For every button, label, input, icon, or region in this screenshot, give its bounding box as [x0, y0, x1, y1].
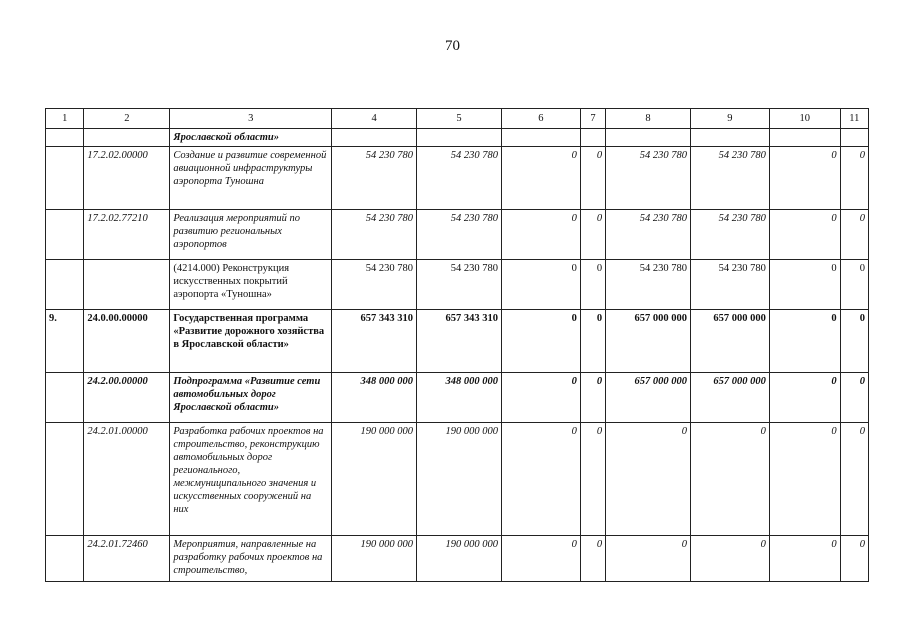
- col-5-value: 190 000 000: [417, 536, 502, 582]
- row-index: [46, 147, 84, 210]
- col-11-value: 0: [840, 536, 868, 582]
- table-row: [46, 310, 869, 373]
- column-header: 9: [691, 109, 770, 129]
- col-10-value: 0: [769, 423, 840, 536]
- budget-table: [45, 108, 869, 582]
- col-9-value: [691, 129, 770, 147]
- col-8-value: 54 230 780: [606, 210, 691, 260]
- row-index: [46, 260, 84, 310]
- col-5-value: 54 230 780: [417, 260, 502, 310]
- col-6-value: 0: [501, 210, 580, 260]
- col-10-value: 0: [769, 310, 840, 373]
- budget-code: 17.2.02.00000: [84, 147, 170, 210]
- item-name: Реализация мероприятий по развитию региональных аэропортов: [170, 210, 332, 260]
- col-4-value: 190 000 000: [332, 423, 417, 536]
- row-index: [46, 423, 84, 536]
- col-10-value: 0: [769, 536, 840, 582]
- item-name: Разработка рабочих проектов на строительство, реконструкцию автомобильных дорог регионального, межмуниципального значения и искусственных сооружений на них: [170, 423, 332, 536]
- budget-code: 24.0.00.00000: [84, 310, 170, 373]
- row-index: [46, 536, 84, 582]
- budget-code: 24.2.01.72460: [84, 536, 170, 582]
- col-8-value: 0: [606, 536, 691, 582]
- col-8-value: 54 230 780: [606, 147, 691, 210]
- table-row: [46, 129, 869, 147]
- col-7-value: [580, 129, 605, 147]
- col-11-value: [840, 129, 868, 147]
- col-6-value: 0: [501, 536, 580, 582]
- table-row: [46, 147, 869, 210]
- col-5-value: 190 000 000: [417, 423, 502, 536]
- col-5-value: 54 230 780: [417, 210, 502, 260]
- col-9-value: 0: [691, 536, 770, 582]
- table-body: [46, 129, 869, 582]
- col-9-value: 54 230 780: [691, 210, 770, 260]
- col-7-value: 0: [580, 260, 605, 310]
- col-7-value: 0: [580, 423, 605, 536]
- col-11-value: 0: [840, 260, 868, 310]
- col-8-value: 0: [606, 423, 691, 536]
- col-5-value: 348 000 000: [417, 373, 502, 423]
- table-row: [46, 210, 869, 260]
- col-4-value: 657 343 310: [332, 310, 417, 373]
- col-9-value: 54 230 780: [691, 260, 770, 310]
- col-11-value: 0: [840, 423, 868, 536]
- col-4-value: 54 230 780: [332, 260, 417, 310]
- col-6-value: 0: [501, 260, 580, 310]
- col-8-value: 657 000 000: [606, 310, 691, 373]
- row-index: [46, 210, 84, 260]
- col-10-value: 0: [769, 260, 840, 310]
- col-5-value: [417, 129, 502, 147]
- col-11-value: 0: [840, 373, 868, 423]
- col-11-value: 0: [840, 310, 868, 373]
- col-6-value: 0: [501, 373, 580, 423]
- col-8-value: 657 000 000: [606, 373, 691, 423]
- col-9-value: 657 000 000: [691, 310, 770, 373]
- row-index: [46, 373, 84, 423]
- col-5-value: 54 230 780: [417, 147, 502, 210]
- table-row: [46, 423, 869, 536]
- col-7-value: 0: [580, 147, 605, 210]
- col-6-value: 0: [501, 423, 580, 536]
- col-10-value: [769, 129, 840, 147]
- col-4-value: 190 000 000: [332, 536, 417, 582]
- budget-code: [84, 129, 170, 147]
- page-number: 70: [445, 38, 460, 54]
- column-header: 6: [501, 109, 580, 129]
- column-header: 3: [170, 109, 332, 129]
- col-4-value: 54 230 780: [332, 210, 417, 260]
- table-row: [46, 260, 869, 310]
- column-header: 7: [580, 109, 605, 129]
- table-row: [46, 373, 869, 423]
- col-9-value: 0: [691, 423, 770, 536]
- column-header: 4: [332, 109, 417, 129]
- col-4-value: 348 000 000: [332, 373, 417, 423]
- budget-code: 17.2.02.77210: [84, 210, 170, 260]
- col-10-value: 0: [769, 373, 840, 423]
- item-name: Ярославской области»: [170, 129, 332, 147]
- col-8-value: [606, 129, 691, 147]
- col-10-value: 0: [769, 147, 840, 210]
- col-9-value: 54 230 780: [691, 147, 770, 210]
- item-name: Мероприятия, направленные на разработку рабочих проектов на строительство,: [170, 536, 332, 582]
- col-4-value: 54 230 780: [332, 147, 417, 210]
- col-6-value: 0: [501, 147, 580, 210]
- col-10-value: 0: [769, 210, 840, 260]
- col-4-value: [332, 129, 417, 147]
- column-header: 11: [840, 109, 868, 129]
- col-5-value: 657 343 310: [417, 310, 502, 373]
- item-name: (4214.000) Реконструкция искусственных покрытий аэропорта «Туношна»: [170, 260, 332, 310]
- item-name: Государственная программа «Развитие дорожного хозяйства в Ярославской области»: [170, 310, 332, 373]
- column-header: 5: [417, 109, 502, 129]
- column-header: 10: [769, 109, 840, 129]
- column-header: 2: [84, 109, 170, 129]
- budget-code: 24.2.01.00000: [84, 423, 170, 536]
- col-7-value: 0: [580, 373, 605, 423]
- row-index: 9.: [46, 310, 84, 373]
- table-row: [46, 536, 869, 582]
- column-header: 1: [46, 109, 84, 129]
- column-number-row: [46, 109, 869, 129]
- item-name: Создание и развитие современной авиационной инфраструктуры аэропорта Туношна: [170, 147, 332, 210]
- col-6-value: [501, 129, 580, 147]
- col-7-value: 0: [580, 536, 605, 582]
- col-8-value: 54 230 780: [606, 260, 691, 310]
- col-11-value: 0: [840, 210, 868, 260]
- budget-code: [84, 260, 170, 310]
- col-7-value: 0: [580, 210, 605, 260]
- col-6-value: 0: [501, 310, 580, 373]
- budget-code: 24.2.00.00000: [84, 373, 170, 423]
- item-name: Подпрограмма «Развитие сети автомобильных дорог Ярославской области»: [170, 373, 332, 423]
- col-11-value: 0: [840, 147, 868, 210]
- col-7-value: 0: [580, 310, 605, 373]
- col-9-value: 657 000 000: [691, 373, 770, 423]
- column-header: 8: [606, 109, 691, 129]
- row-index: [46, 129, 84, 147]
